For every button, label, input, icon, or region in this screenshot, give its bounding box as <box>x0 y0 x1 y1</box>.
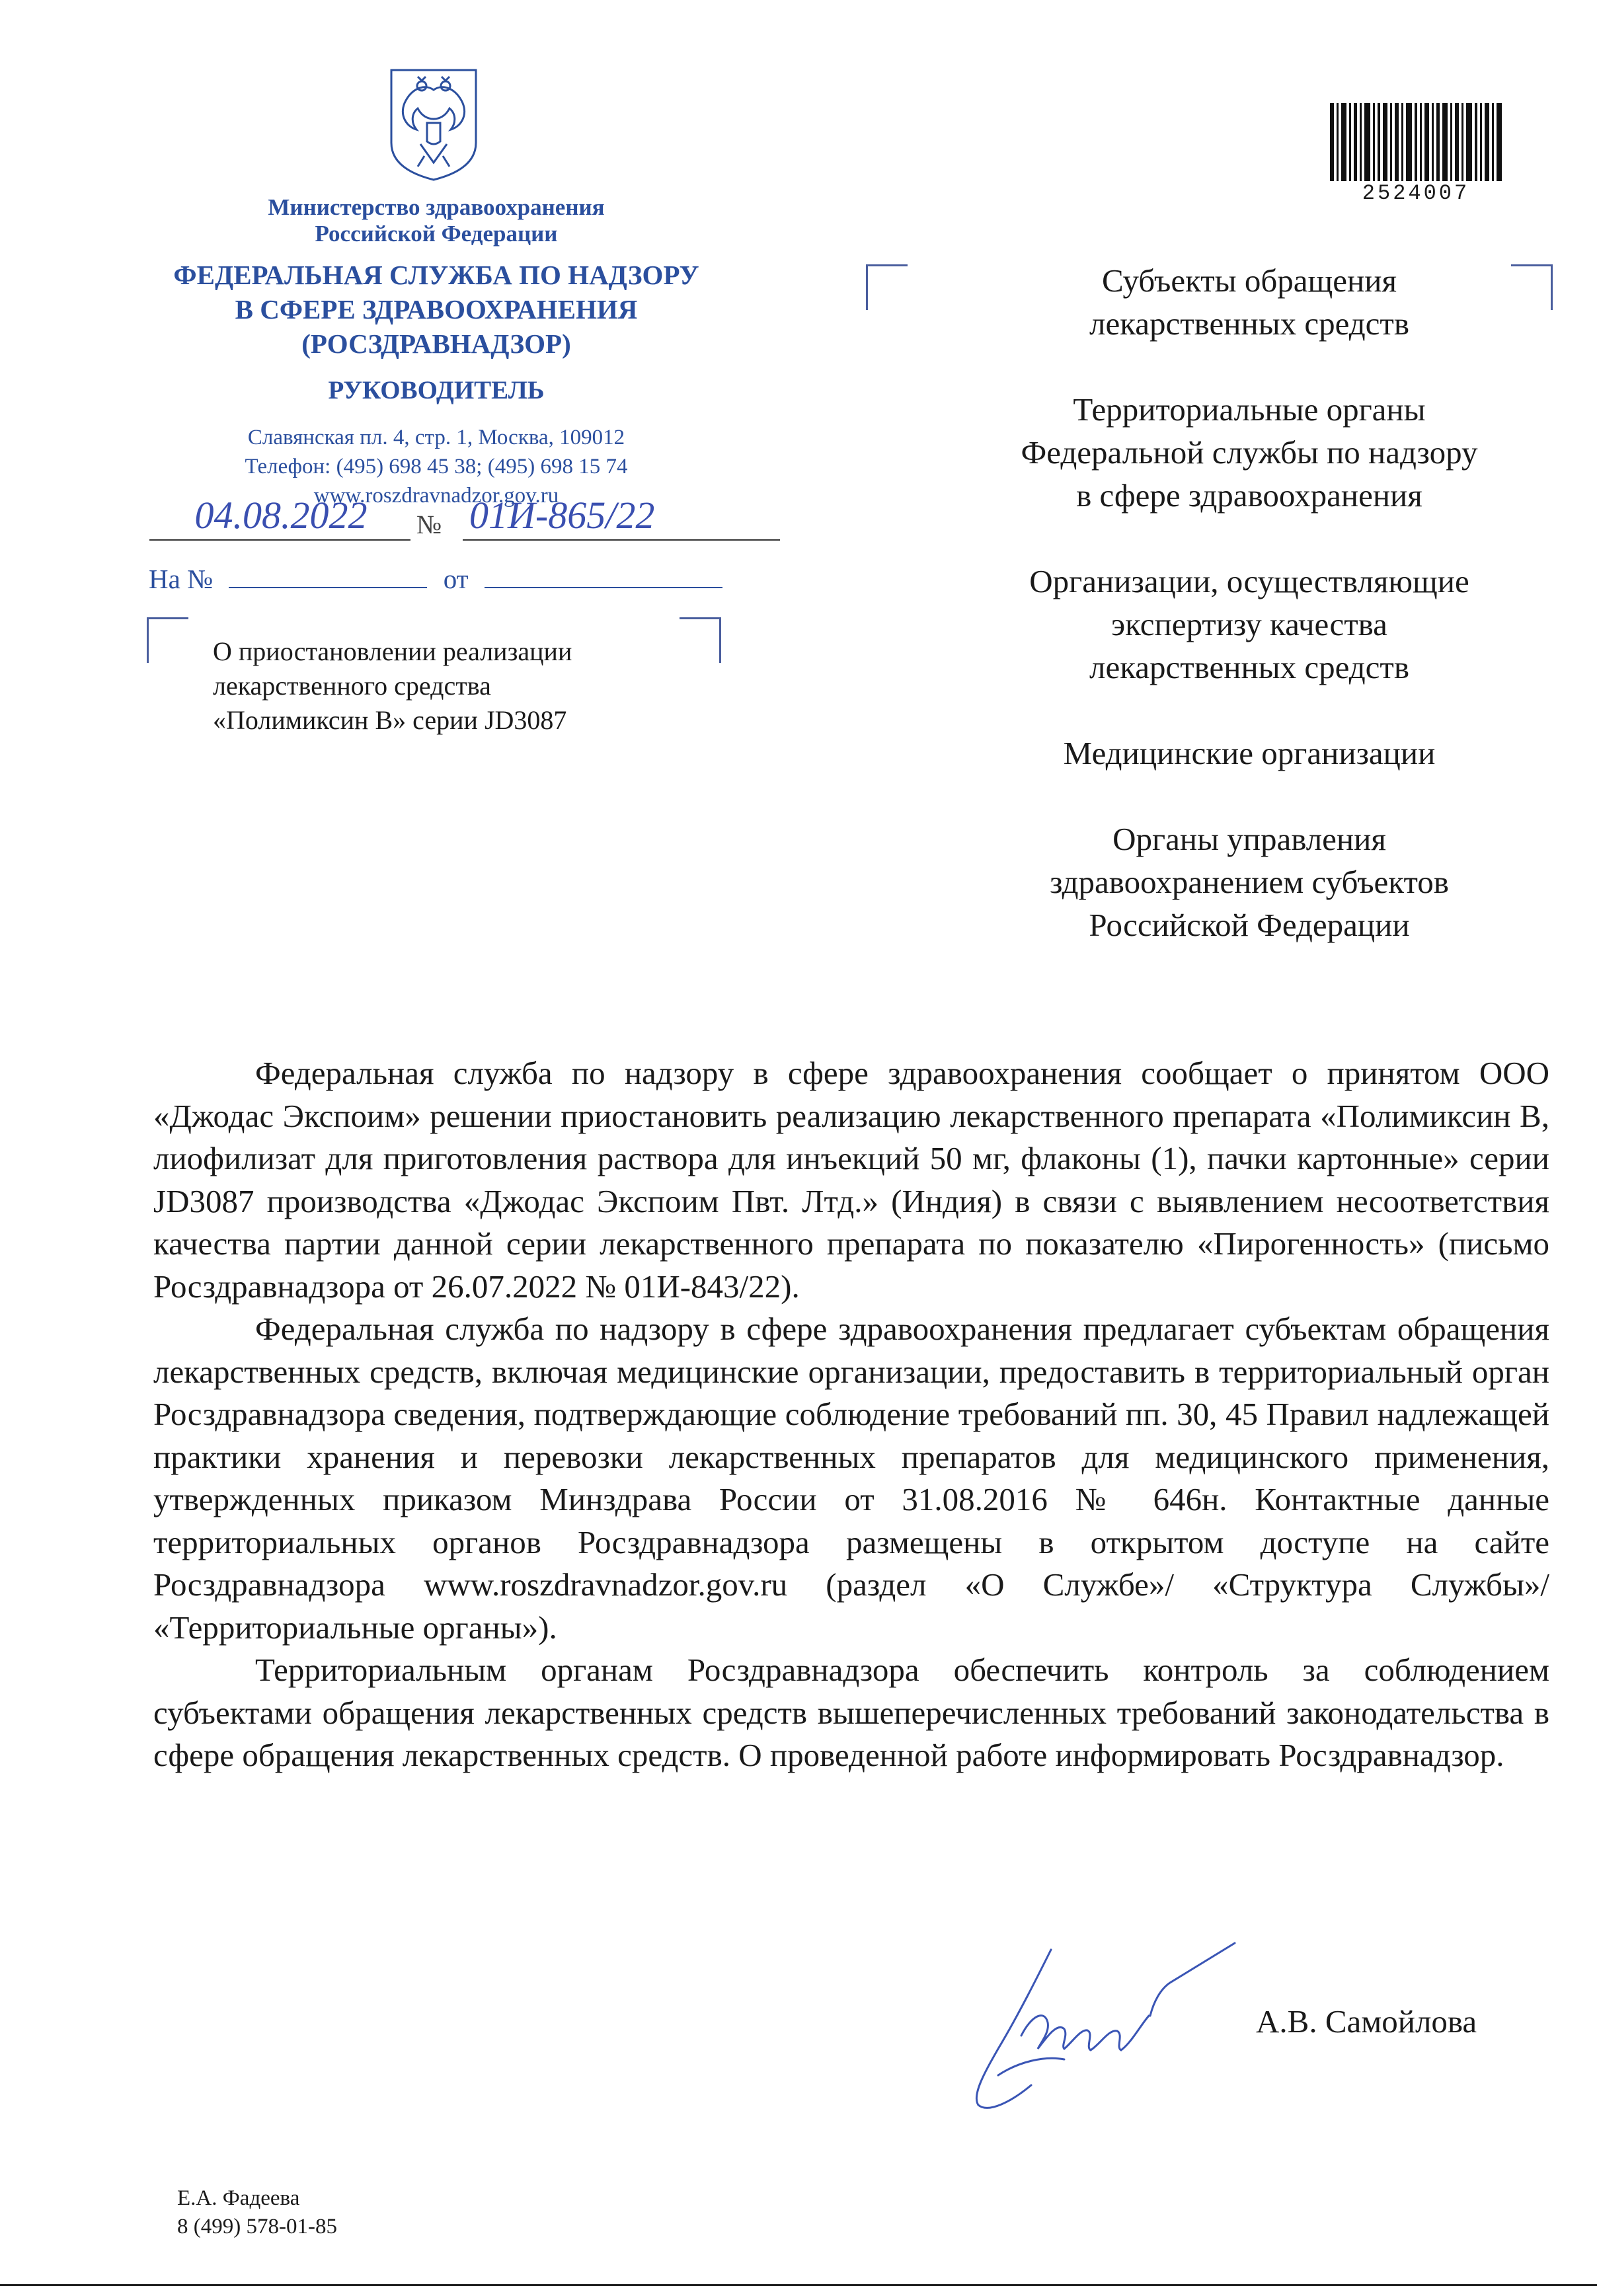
registration-number: 01И-865/22 <box>469 494 655 537</box>
subject-bracket-left <box>147 617 188 663</box>
executor-block <box>177 2184 337 2241</box>
addressee-group <box>952 388 1547 517</box>
addressee-line: Федеральной службы по надзору <box>1021 434 1478 471</box>
ministry-name <box>152 194 721 247</box>
addressee-line: лекарственных средств <box>1089 649 1409 685</box>
addressee-line: лекарственных средств <box>1089 305 1409 342</box>
service-line-2: В СФЕРЕ ЗДРАВООХРАНЕНИЯ <box>235 294 638 325</box>
addressee-group <box>952 818 1547 946</box>
addressee-line: в сфере здравоохранения <box>1076 477 1422 514</box>
executor-phone: 8 (499) 578-01-85 <box>177 2215 337 2239</box>
website: www.roszdravnadzor.gov.ru <box>313 484 559 508</box>
date-underline <box>149 539 410 541</box>
subject <box>213 634 715 738</box>
service-name <box>132 258 740 361</box>
scan-edge-line <box>0 2284 1597 2286</box>
executor-name: Е.А. Фадеева <box>177 2186 300 2210</box>
addressee-block <box>952 259 1547 989</box>
addressee-line: Российской Федерации <box>1089 907 1410 943</box>
letter-body <box>153 1052 1549 1777</box>
barcode <box>1330 103 1502 181</box>
barcode-number: 2524007 <box>1362 181 1470 206</box>
addressee-line: Территориальные органы <box>1073 391 1426 428</box>
registration-date: 04.08.2022 <box>194 494 368 537</box>
addressee-line: Медицинские организации <box>1063 735 1436 771</box>
addressee-line: Организации, осуществляющие <box>1029 563 1469 599</box>
addressee-line: Субъекты обращения <box>1101 262 1397 299</box>
addressee-line: Органы управления <box>1112 821 1386 857</box>
service-line-3: (РОСЗДРАВНАДЗОР) <box>301 328 571 359</box>
subject-line-3: «Полимиксин В» серии JD3087 <box>213 705 567 735</box>
addressee-group <box>952 259 1547 345</box>
position-title: РУКОВОДИТЕЛЬ <box>328 376 545 404</box>
reply-number-blank <box>229 566 427 588</box>
phone: Телефон: (495) 698 45 38; (495) 698 15 74 <box>245 455 628 478</box>
subject-line-1: О приостановлении реализации <box>213 636 572 666</box>
addressee-line: здравоохранением субъектов <box>1050 864 1449 900</box>
reply-to-line <box>149 563 722 595</box>
addressee-group <box>952 560 1547 689</box>
ministry-line-2: Российской Федерации <box>315 221 558 247</box>
number-underline <box>463 539 780 541</box>
addressee-line: экспертизу качества <box>1111 606 1387 642</box>
subject-line-2: лекарственного средства <box>213 671 491 701</box>
body-paragraph-2: Федеральная служба по надзору в сфере здравоохранения предлагает субъектам обращения лекарственных средств, включая медицинские организации, предоставить в территориальный орган Росздравнадзора сведения, подтверждающие соблюдение требований пп. 30, 45 Правил надлежащей практики хранения и перевозки лекарственных препаратов для медицинского применения, утвержденных приказом Минздрава России от 31.08.2016 № 646н. Контактные данные территориальных органов Росздравнадзора размещены в открытом доступе на сайте Росздравнадзора www.roszdravnadzor.gov.ru (раздел «О Службе»/ «Структура Службы»/ «Территориальные органы»). <box>153 1311 1549 1646</box>
coat-of-arms-emblem <box>385 63 483 182</box>
addressee-group <box>952 732 1547 775</box>
number-sign: № <box>416 510 442 539</box>
ministry-line-1: Министерство здравоохранения <box>268 194 605 220</box>
body-paragraph-3: Территориальным органам Росздравнадзора обеспечить контроль за соблюдением субъектами обращения лекарственных средств вышеперечисленных требований законодательства в сфере обращения лекарственных средств. О проведенной работе информировать Росздравнадзор. <box>153 1652 1549 1773</box>
signatory-name: А.В. Самойлова <box>1256 2003 1477 2040</box>
address: Славянская пл. 4, стр. 1, Москва, 109012 <box>247 426 625 449</box>
body-paragraph-1: Федеральная служба по надзору в сфере здравоохранения сообщает о принятом ООО «Джодас Экспоим» решении приостановить реализацию лекарственного препарата «Полимиксин В, лиофилизат для приготовления раствора для инъекций 50 мг, флаконы (1), пачки картонные» серии JD3087 производства «Джодас Экспоим Пвт. Лтд.» (Индия) в связи с выявлением несоответствия качества партии данной серии лекарственного препарата по показателю «Пирогенность» (письмо Росздравнадзора от 26.07.2022 № 01И-843/22). <box>153 1055 1549 1305</box>
service-line-1: ФЕДЕРАЛЬНАЯ СЛУЖБА ПО НАДЗОРУ <box>173 260 699 290</box>
reply-from-label: от <box>443 564 469 594</box>
reply-to-label: На № <box>149 564 214 594</box>
addressee-bracket-left <box>866 264 908 310</box>
reply-date-blank <box>485 566 722 588</box>
handwritten-signature <box>958 1936 1302 2122</box>
